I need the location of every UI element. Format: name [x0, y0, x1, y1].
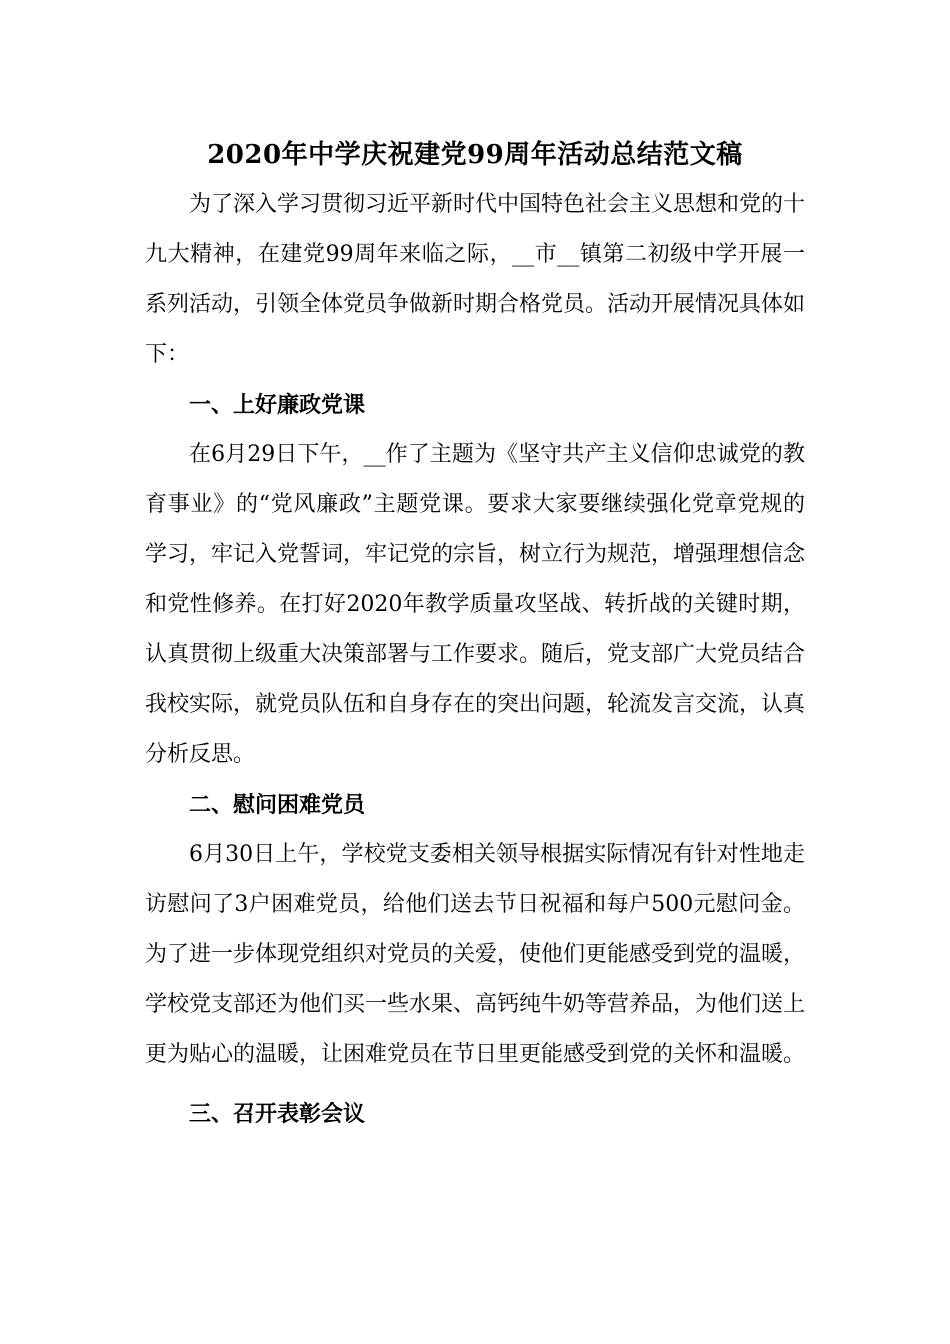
section-heading-1: 一、上好廉政党课 — [189, 392, 366, 418]
section-heading-2: 二、慰问困难党员 — [189, 792, 366, 818]
section-body-2: 6月30日上午，学校党支委相关领导根据实际情况有针对性地走访慰问了3户困难党员，给他们送去节日祝福和每户500元慰问金。为了进一步体现党组织对党员的关爱，使他们更能感受到党的温暖，学校党支部还为他们买一些水果、高钙纯牛奶等营养品，为他们送上更为贴心的温暖，让困难党员在节日里更能感受到党的关怀和温暖。 — [145, 842, 806, 1067]
document-title: 2020年中学庆祝建党99周年活动总结范文稿 — [207, 140, 743, 170]
section-heading-3: 三、召开表彰会议 — [189, 1101, 366, 1127]
section-body-1: 在6月29日下午，__作了主题为《坚守共产主义信仰忠诚党的教育事业》的“党风廉政”主题党课。要求大家要继续强化党章党规的学习，牢记入党誓词，牢记党的宗旨，树立行为规范，增强理想信念和党性修养。在打好2020年教学质量攻坚战、转折战的关键时期，认真贯彻上级重大决策部署与工作要求。随后，党支部广大党员结合我校实际，就党员队伍和自身存在的突出问题，轮流发言交流，认真分析反思。 — [145, 442, 806, 767]
intro-paragraph: 为了深入学习贯彻习近平新时代中国特色社会主义思想和党的十九大精神，在建党99周年来临之际，__市__镇第二初级中学开展一系列活动，引领全体党员争做新时期合格党员。活动开展情况具体如下： — [145, 192, 806, 367]
document-page — [145, 130, 805, 1139]
